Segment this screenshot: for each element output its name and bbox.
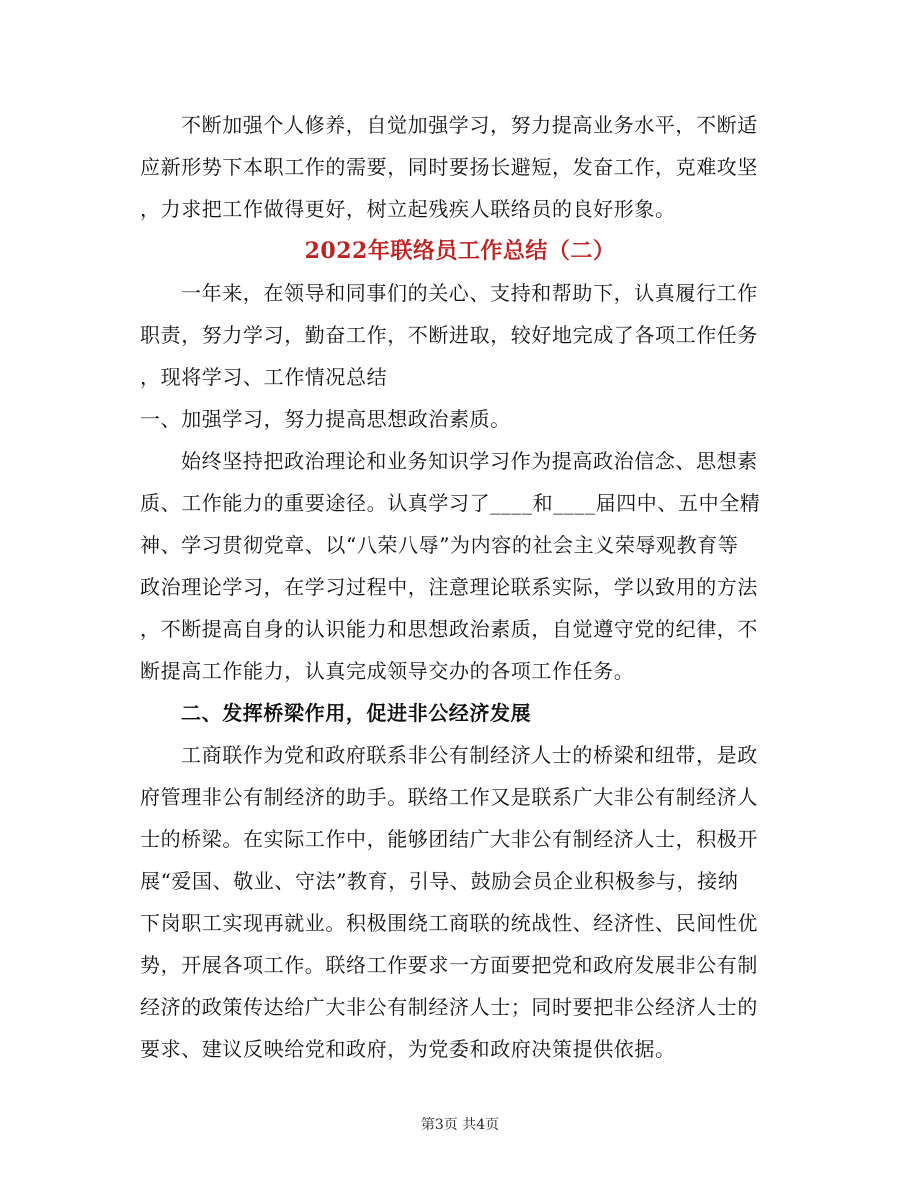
paragraph-line: 应新形势下本职工作的需要，同时要扬长避短，发奋工作，克难攻坚: [140, 155, 758, 179]
paragraph-line: 神、学习贯彻党章、以“八荣八辱”为内容的社会主义荣辱观教育等: [140, 533, 739, 557]
paragraph-line: 势，开展各项工作。联络工作要求一方面要把党和政府发展非公有制: [140, 953, 758, 977]
paragraph-line: 不断加强个人修养，自觉加强学习，努力提高业务水平，不断适: [181, 113, 758, 137]
paragraph-line: 质、工作能力的重要途径。认真学习了____和____届四中、五中全精: [140, 491, 761, 515]
paragraph-line: 经济的政策传达给广大非公有制经济人士；同时要把非公经济人士的: [140, 995, 758, 1019]
paragraph-line: 始终坚持把政治理论和业务知识学习作为提高政治信念、思想素: [181, 449, 758, 473]
paragraph-line: 职责，努力学习，勤奋工作，不断进取，较好地完成了各项工作任务: [140, 323, 758, 347]
paragraph-line: 府管理非公有制经济的助手。联络工作又是联系广大非公有制经济人: [140, 785, 758, 809]
paragraph-line: ，力求把工作做得更好，树立起残疾人联络员的良好形象。: [140, 197, 676, 221]
paragraph-line: 展“爱国、敬业、守法”教育，引导、鼓励会员企业积极参与，接纳: [140, 869, 739, 893]
paragraph-line: 下岗职工实现再就业。积极围绕工商联的统战性、经济性、民间性优: [140, 911, 758, 935]
section-heading-2: 二、发挥桥梁作用，促进非公经济发展: [181, 701, 532, 725]
paragraph-line: 断提高工作能力，认真完成领导交办的各项工作任务。: [140, 659, 635, 683]
section-heading-1: 一、加强学习，努力提高思想政治素质。: [140, 407, 511, 431]
paragraph-line: 一年来，在领导和同事们的关心、支持和帮助下，认真履行工作: [181, 281, 758, 305]
paragraph-line: ，现将学习、工作情况总结: [140, 365, 388, 389]
paragraph-line: 政治理论学习，在学习过程中，注意理论联系实际，学以致用的方法: [140, 575, 758, 599]
paragraph-line: ，不断提高自身的认识能力和思想政治素质，自觉遵守党的纪律，不: [140, 617, 758, 641]
paragraph-line: 士的桥梁。在实际工作中，能够团结广大非公有制经济人士，积极开: [140, 827, 758, 851]
document-title: 2022年联络员工作总结（二）: [304, 238, 616, 264]
paragraph-line: 工商联作为党和政府联系非公有制经济人士的桥梁和纽带，是政: [181, 743, 758, 767]
page-footer: 第3页 共4页: [420, 1117, 500, 1133]
paragraph-line: 要求、建议反映给党和政府，为党委和政府决策提供依据。: [140, 1037, 676, 1061]
